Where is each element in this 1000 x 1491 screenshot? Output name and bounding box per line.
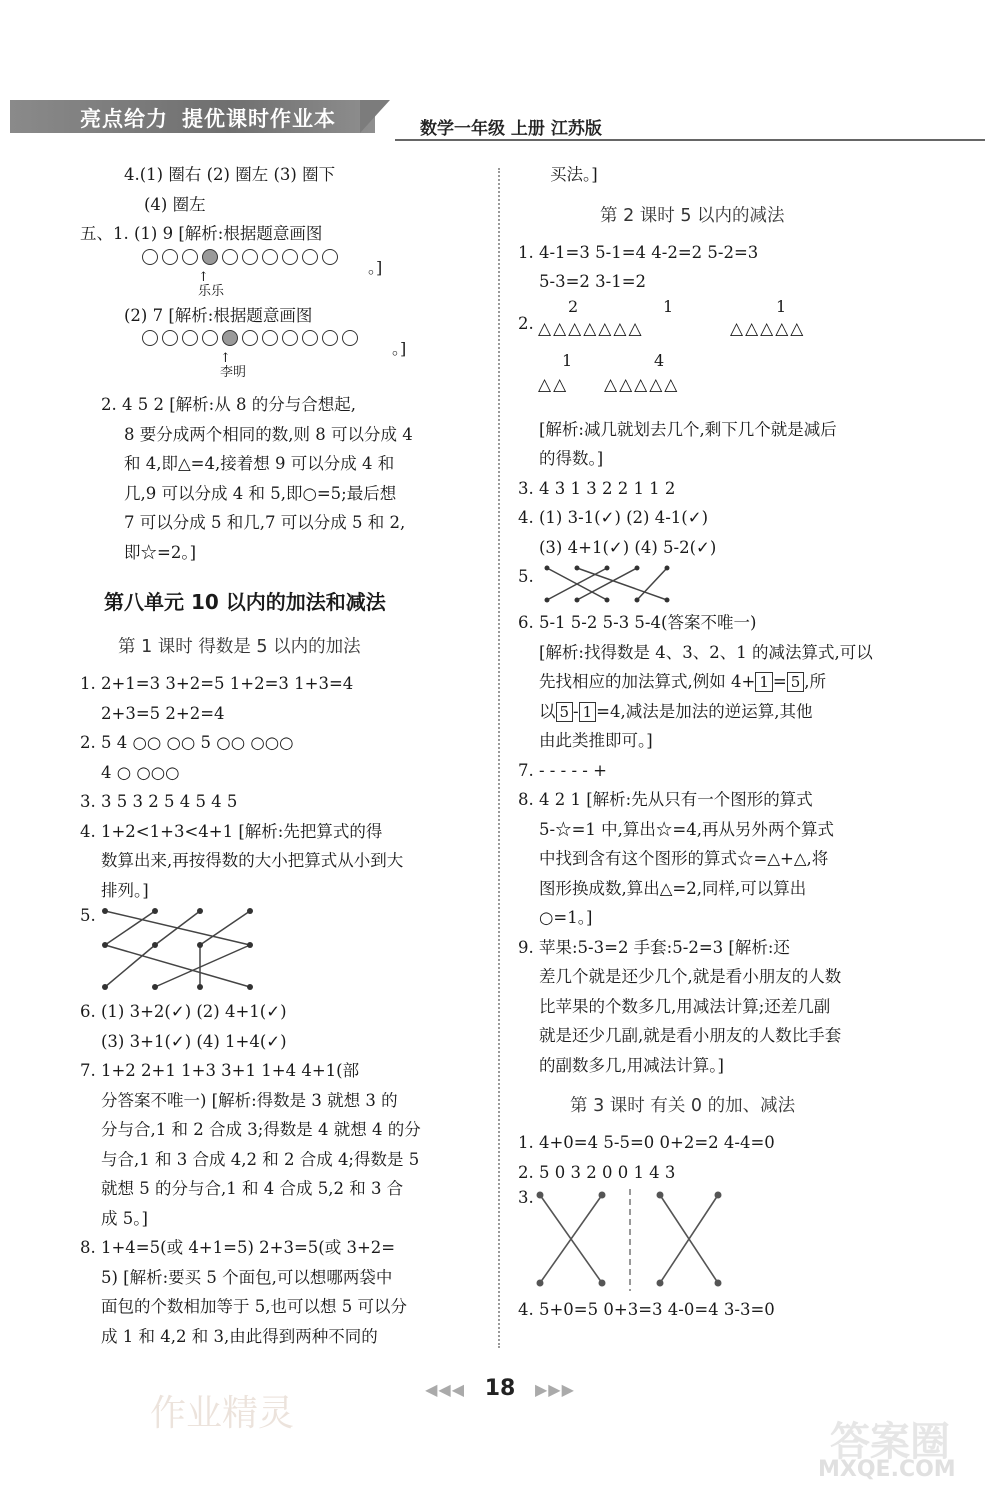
l2-q2-triangles: △△△△△ (604, 374, 680, 395)
l1-q5-matching-diagram (100, 905, 300, 997)
l2-q6-note1: [解析:找得数是 4、3、2、1 的减法算式,可以 (539, 642, 873, 662)
l2-q2-triangles: △△ (538, 374, 569, 395)
circle (262, 249, 278, 265)
l2-q2-num: 2 (568, 296, 579, 316)
l1-q6-line2: (3) 3+1(✓) (4) 1+4(✓) (101, 1031, 287, 1051)
circle (162, 330, 178, 346)
circle (142, 249, 158, 265)
l1-q6-line1: 6. (1) 3+2(✓) (2) 4+1(✓) (80, 1002, 287, 1021)
l1-q7-line2: 分答案不唯一) [解析:得数是 3 就想 3 的 (101, 1090, 398, 1110)
circle (182, 330, 198, 346)
l1-q2-line2: 4 ○ ○○○ (101, 762, 180, 782)
circles-row-1 (80, 249, 480, 277)
l2-q2-triangles: △△△△△△△ (538, 318, 644, 339)
circle (242, 330, 258, 346)
up-arrow-icon: ↑ (198, 269, 209, 285)
l2-q2-note2: 的得数。] (539, 449, 604, 468)
circle (302, 330, 318, 346)
circle (182, 249, 198, 265)
q2-line: 即☆=2。] (124, 542, 197, 562)
circle (322, 249, 338, 265)
l1-q7-line4: 与合,1 和 3 合成 4,2 和 2 合成 4;得数是 5 (101, 1149, 420, 1169)
l2-q6-note2b: ,所 (804, 672, 826, 691)
l2-q6-eq: = (772, 672, 787, 691)
circle (282, 330, 298, 346)
l1-q7-line6: 成 5。] (101, 1208, 148, 1228)
l2-q7: 7. - - - - - + (518, 760, 607, 780)
l2-q8-line3: 中找到含有这个图形的算式☆=△+△,将 (539, 849, 829, 868)
l2-q9-line4: 就是还少几副,就是看小朋友的人数比手套 (539, 1026, 842, 1045)
l2-q6-note2 (518, 667, 938, 697)
circle-filled (202, 249, 218, 265)
l2-q1-line1: 1. 4-1=3 5-1=4 4-2=2 5-2=3 (518, 242, 759, 262)
l2-q2-num: 1 (663, 296, 674, 316)
l1-q8-line4: 成 1 和 4,2 和 3,由此得到两种不同的 (101, 1326, 378, 1346)
l3-q4: 4. 5+0=5 0+3=3 4-0=4 3-3=0 (518, 1300, 775, 1319)
circle (222, 249, 238, 265)
circle (162, 249, 178, 265)
l2-q6-note4: 由此类推即可。] (539, 731, 653, 750)
circles-1 (80, 249, 480, 273)
l1-q7-line3: 分与合,1 和 2 合成 3;得数是 4 就想 4 的分 (101, 1120, 421, 1139)
q5-1b-line: (2) 7 [解析:根据题意画图 (124, 305, 313, 325)
l1-q4-line2: 数算出来,再按得数的大小把算式从小到大 (101, 851, 404, 870)
brand-subtitle: 提优课时作业本 (182, 107, 336, 131)
l3-q1: 1. 4+0=4 5-5=0 0+2=2 4-4=0 (518, 1133, 775, 1152)
answer-box: 5 (787, 672, 805, 692)
l2-q5-matching-diagram (542, 562, 702, 606)
l2-q2-note1: [解析:减几就划去几个,剩下几个就是减后 (539, 419, 837, 439)
l2-q6-note3a: 以 (539, 701, 556, 721)
q2-block (80, 390, 480, 567)
lesson-3-title: 第 3 课时 有关 0 的加、减法 (570, 1096, 796, 1116)
l2-q3: 3. 4 3 1 3 2 2 1 1 2 (518, 478, 676, 498)
l2-q4-line2: (3) 4+1(✓) (4) 5-2(✓) (539, 537, 717, 557)
answer-box: 5 (556, 702, 574, 722)
l2-q2-triangles: △△△△△ (730, 318, 806, 339)
circles-2 (80, 330, 480, 354)
right-continuation: 买法。] (550, 165, 598, 184)
l1-q5-block (80, 905, 480, 997)
l3-q3-label: 3. (518, 1188, 534, 1207)
circles-row-2 (80, 330, 480, 358)
q2-line: 和 4,即△=4,接着想 9 可以分成 4 和 (124, 454, 395, 473)
grade-label: 数学一年级 上册 江苏版 (420, 119, 602, 139)
q4-line2: (4) 圈左 (144, 194, 206, 214)
l2-q2-num: 4 (654, 350, 665, 370)
circle (202, 330, 218, 346)
lesson-1-title: 第 1 课时 得数是 5 以内的加法 (118, 637, 361, 657)
label-lele: 乐乐 (198, 283, 225, 299)
l1-q8-line3: 面包的个数相加等于 5,也可以想 5 可以分 (101, 1297, 407, 1316)
circle (302, 249, 318, 265)
l2-q2-block (518, 297, 938, 415)
watermark-url: MXQE.COM (818, 1457, 956, 1482)
circle (322, 330, 338, 346)
arrow-lele (80, 269, 480, 301)
l2-q4-line1: 4. (1) 3-1(✓) (2) 4-1(✓) (518, 508, 709, 527)
next-arrows-icon: ▶▶▶ (534, 1380, 575, 1399)
l2-q9-line5: 的副数多几,用减法计算。] (539, 1055, 724, 1075)
prev-arrows-icon: ◀◀◀ (425, 1380, 466, 1399)
circle (142, 330, 158, 346)
l1-q8-line2: 5) [解析:要买 5 个面包,可以想哪两袋中 (101, 1267, 393, 1287)
right-column (518, 160, 938, 1325)
page-number: 18 (484, 1376, 516, 1401)
l2-q8-line5: ○=1。] (539, 908, 593, 927)
brand-name: 亮点给力 (80, 107, 168, 131)
l2-q5-label: 5. (518, 567, 534, 586)
header-band-cap (360, 100, 390, 133)
q2-line: 2. 4 5 2 [解析:从 8 的分与合想起, (101, 395, 356, 414)
l2-q2-num: 1 (562, 350, 573, 370)
l1-q7-line5: 就想 5 的分与合,1 和 4 合成 5,2 和 3 合 (101, 1179, 404, 1198)
q2-line: 几,9 可以分成 4 和 5,即○=5;最后想 (124, 483, 397, 503)
q2-line: 8 要分成两个相同的数,则 8 可以分成 4 (124, 424, 413, 444)
page-header (0, 0, 1000, 150)
l2-q9-line2: 差几个就是还少几个,就是看小朋友的人数 (539, 967, 842, 986)
up-arrow-icon: ↑ (220, 351, 231, 366)
l2-q6-note3 (518, 697, 938, 727)
l2-q1-line2: 5-3=2 3-1=2 (539, 272, 647, 291)
left-column (80, 160, 480, 1351)
l1-q1-line1: 1. 2+1=3 3+2=5 1+2=3 1+3=4 (80, 674, 354, 693)
l2-q6-note3b: =4,减法是加法的逆运算,其他 (596, 701, 813, 721)
l1-q8-line1: 8. 1+4=5(或 4+1=5) 2+3=5(或 3+2= (80, 1238, 396, 1257)
l3-q3-block (518, 1187, 938, 1295)
q5-1-end: 。] (368, 257, 383, 277)
q5-1b-end: 。] (392, 339, 407, 358)
answer-box: 1 (755, 672, 773, 692)
l1-q3: 3. 3 5 3 2 5 4 5 4 5 (80, 792, 238, 811)
l1-q2-line1: 2. 5 4 ○○ ○○ 5 ○○ ○○○ (80, 733, 294, 752)
watermark-logo: 答案圈 (830, 1419, 950, 1465)
watermark-stamp: 作业精灵 (150, 1393, 295, 1434)
label-liming: 李明 (220, 365, 247, 380)
l2-q9-line3: 比苹果的个数多几,用减法计算;还差几副 (539, 996, 831, 1016)
column-divider (498, 168, 500, 1348)
circle (262, 330, 278, 346)
q4-line1: 4.(1) 圈右 (2) 圈左 (3) 圈下 (124, 165, 336, 184)
l2-q6: 6. 5-1 5-2 5-3 5-4(答案不唯一) (518, 613, 757, 632)
l2-q8-line2: 5-☆=1 中,算出☆=4,再从另外两个算式 (539, 819, 834, 839)
l2-q2-num: 1 (776, 296, 787, 316)
arrow-liming (80, 351, 480, 382)
l1-q1-line2: 2+3=5 2+2=4 (101, 703, 225, 723)
circle (282, 249, 298, 265)
answer-box: 1 (579, 702, 597, 722)
q2-line: 7 可以分成 5 和几,7 可以分成 5 和 2, (124, 513, 406, 532)
l2-q6-minus: - (573, 701, 579, 721)
l1-q4-line3: 排列。] (101, 880, 149, 900)
l3-q2: 2. 5 0 3 2 0 0 1 4 3 (518, 1162, 676, 1182)
brand-title (80, 103, 336, 133)
l2-q6-note2a: 先找相应的加法算式,例如 4+ (539, 672, 756, 691)
unit-title: 第八单元 10 以内的加法和减法 (104, 590, 386, 614)
header-rule (395, 139, 985, 141)
lesson-2-title: 第 2 课时 5 以内的减法 (600, 205, 785, 226)
l1-q7-line1: 7. 1+2 2+1 1+3 3+1 1+4 4+1(部 (80, 1061, 360, 1080)
l2-q8-line1: 8. 4 2 1 [解析:先从只有一个图形的算式 (518, 790, 813, 809)
l2-q5-block (518, 562, 938, 608)
circle (242, 249, 258, 265)
q5-1-line: 五、1. (1) 9 [解析:根据题意画图 (80, 224, 323, 243)
circle-filled (222, 330, 238, 346)
l2-q9-line1: 9. 苹果:5-3=2 手套:5-2=3 [解析:还 (518, 937, 790, 957)
l2-q2-label: 2. (518, 313, 534, 333)
l1-q5-label: 5. (80, 906, 96, 925)
l1-q4-line1: 4. 1+2<1+3<4+1 [解析:先把算式的得 (80, 821, 383, 841)
l2-q8-line4: 图形换成数,算出△=2,同样,可以算出 (539, 878, 807, 898)
l3-q3-matching-diagram (532, 1187, 732, 1293)
circle (342, 330, 358, 346)
